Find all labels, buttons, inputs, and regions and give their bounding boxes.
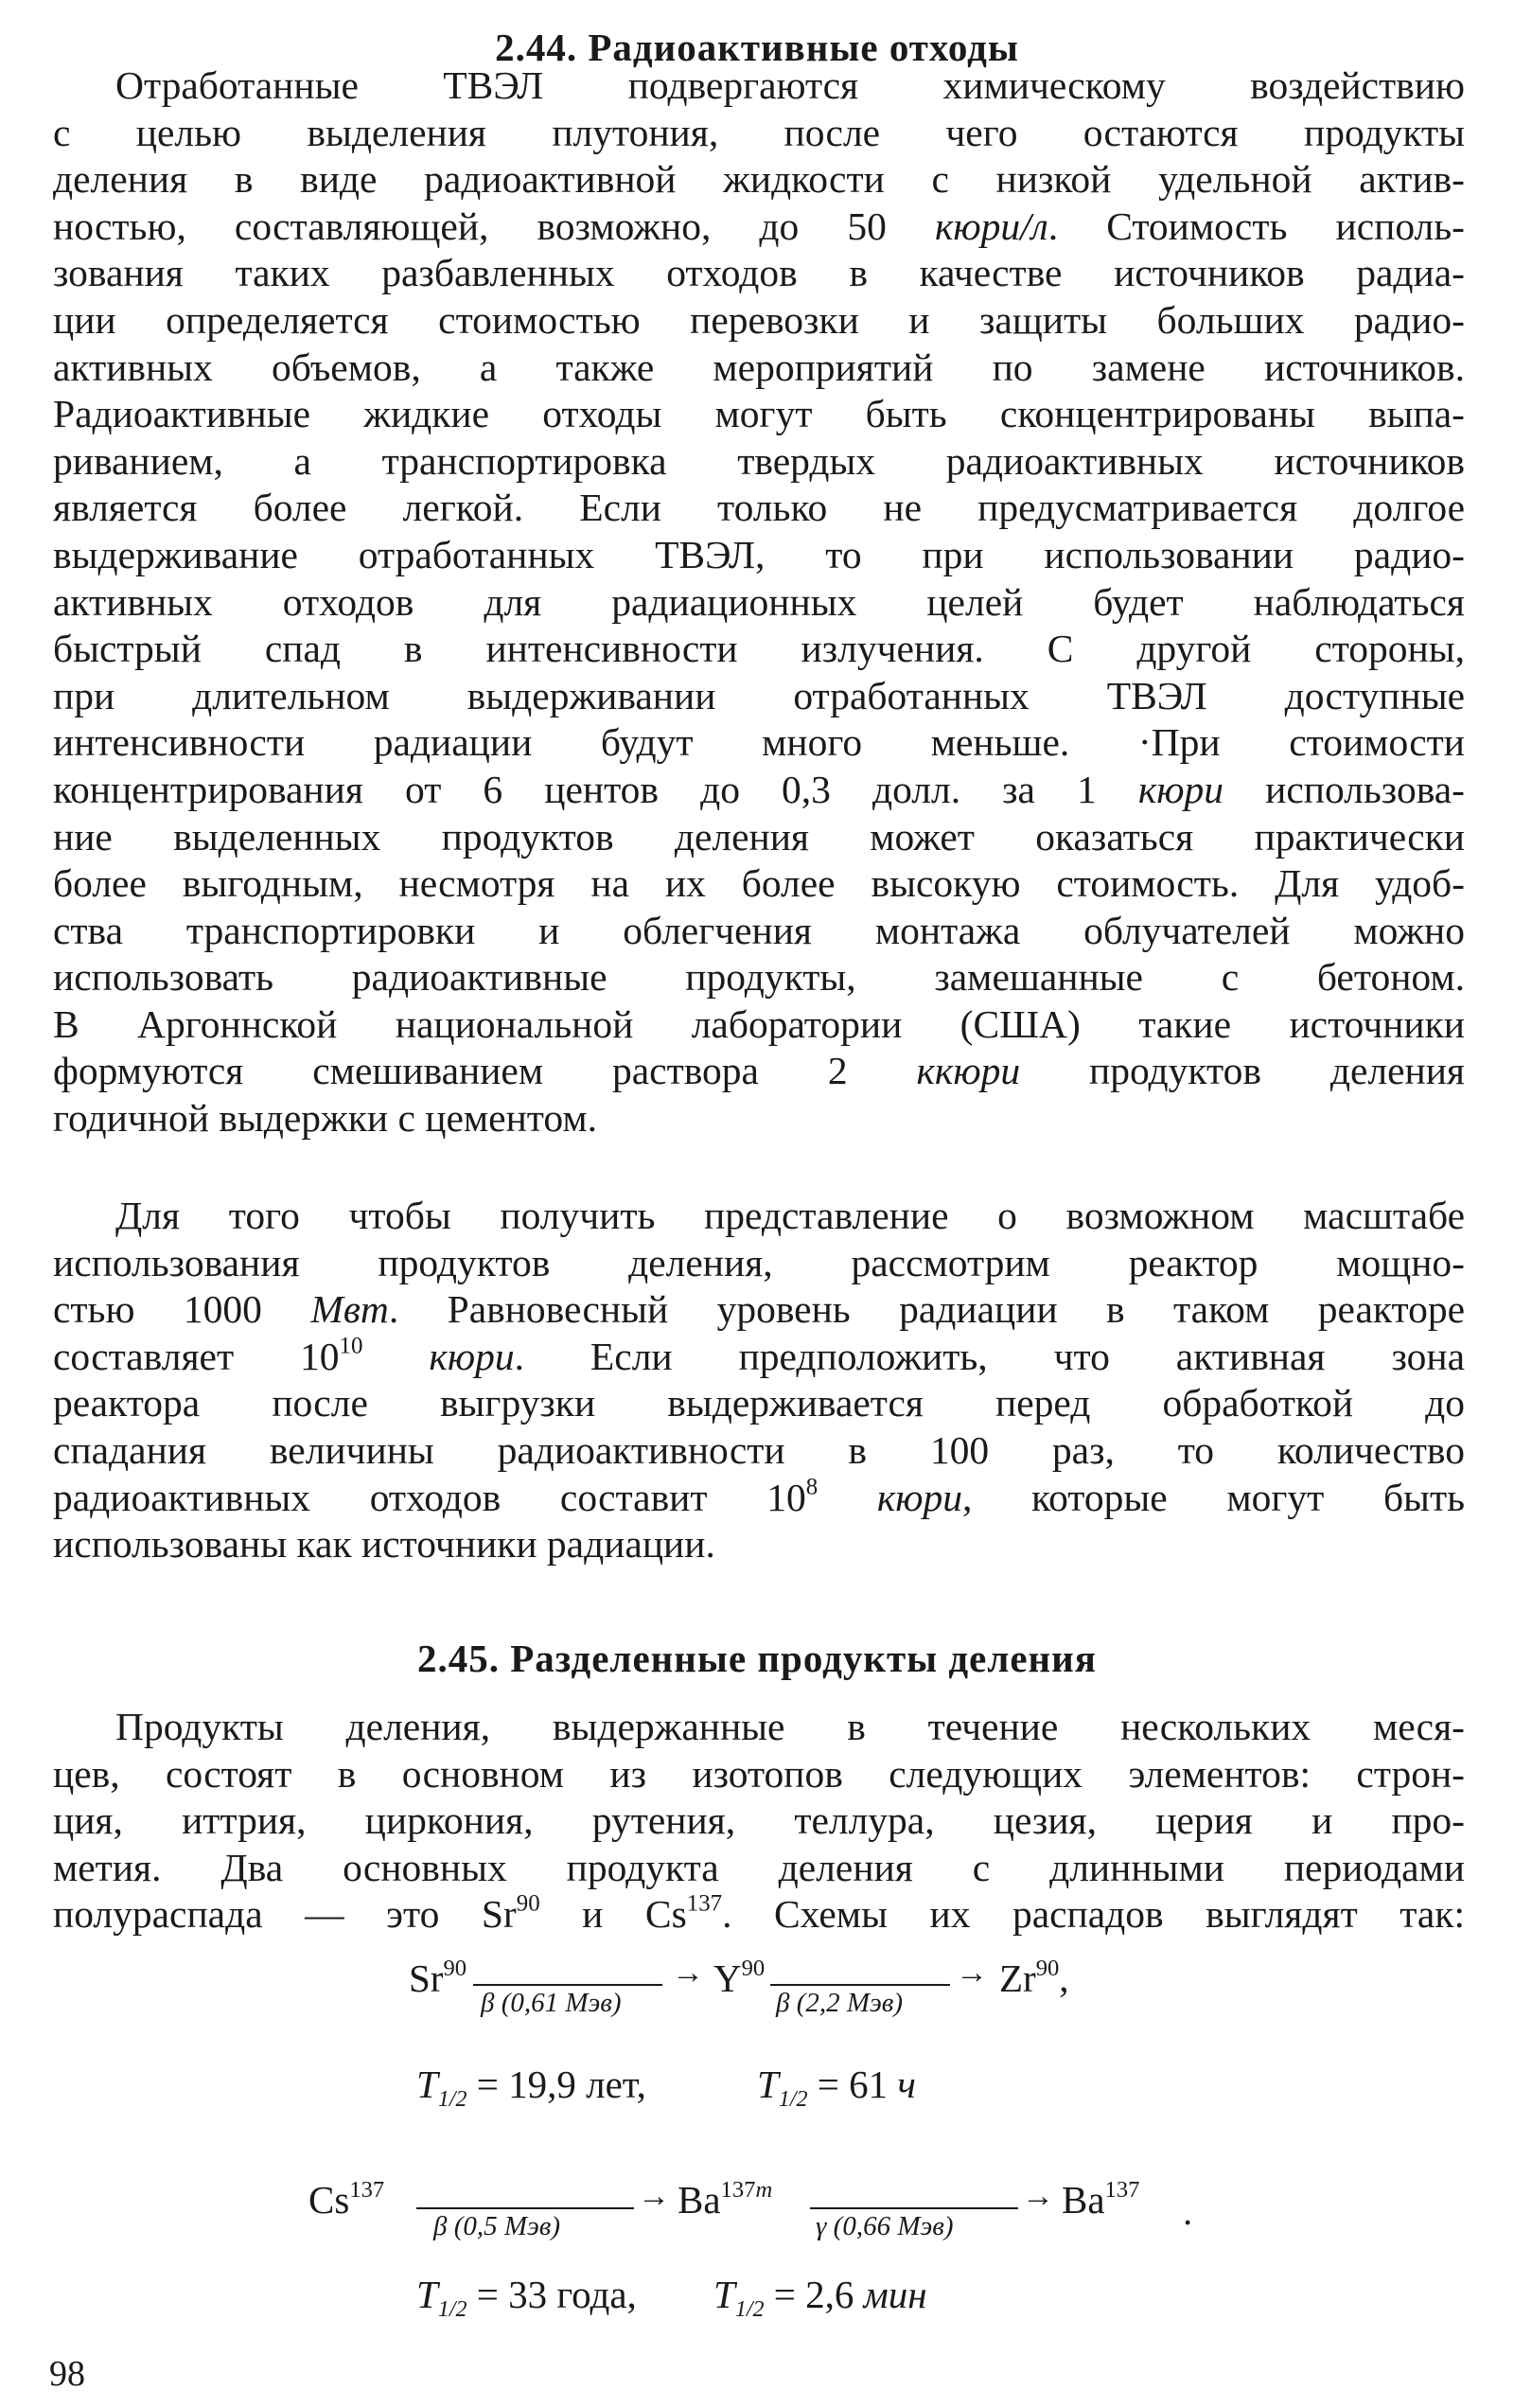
arrow-icon: → xyxy=(638,2179,670,2214)
text-line: использованы как источники радиации. xyxy=(53,1522,715,1567)
beta-energy-label: β (0,5 Мэв) xyxy=(433,2211,561,2241)
paragraph-fission-products xyxy=(53,1704,1465,1939)
beta-energy-label: β (2,2 Мэв) xyxy=(776,1988,904,2018)
text-line: ностью, составляющей, возможно, до 50 кюри/л. Стоимость исполь- xyxy=(53,204,1465,248)
text-line: Отработанные ТВЭЛ подвергаются химическому воздействию xyxy=(115,63,1465,107)
nuclide-ba137: Ba$^{137}$ xyxy=(1062,2176,1140,2222)
nuclide-sr90: Sr$^{90}$ xyxy=(409,1955,467,2000)
unit-curie: кюри xyxy=(1137,767,1224,811)
nuclide-zr90: Zr$^{90}$, xyxy=(999,1955,1069,2000)
text-line: концентрирования от 6 центов до 0,3 долл. за 1 кюри использова- xyxy=(53,767,1465,811)
text-line: Радиоактивные жидкие отходы могут быть сконцентрированы выпа- xyxy=(53,392,1465,436)
text-line: активных отходов для радиационных целей будет наблюдаться xyxy=(53,579,1465,624)
unit-curie-per-liter: кюри/л xyxy=(934,204,1048,248)
nuclide-y90: $Y^{90}$ xyxy=(713,1955,766,2000)
text-line: спадания величины радиоактивности в 100 раз, то количество xyxy=(53,1427,1465,1472)
text-line: является более легкой. Если только не предусматривается долгое xyxy=(53,486,1465,530)
formula-period: . xyxy=(1183,2189,1193,2233)
text-line: риванием, а транспортировка твердых радиоактивных источников xyxy=(53,438,1465,483)
beta-energy-label: β (0,61 Мэв) xyxy=(481,1988,622,2018)
text-line: годичной выдержки с цементом. xyxy=(53,1096,597,1141)
page-number: 98 xyxy=(49,2354,85,2394)
half-life-ba137m: $T_{1/2} = 2,6$ мин xyxy=(713,2273,927,2323)
text-line: стью 1000 Мвт. Равновесный уровень радиации в таком реакторе xyxy=(53,1287,1465,1332)
text-line: ние выделенных продуктов деления может оказаться практически xyxy=(53,814,1465,859)
half-life-cs137: $T_{1/2} = 33$ года, xyxy=(416,2273,637,2323)
decay-arrow-line xyxy=(473,1984,662,1986)
text-line: формуются смешиванием раствора 2 ккюри продуктов деления xyxy=(53,1049,1465,1093)
text-line: при длительном выдерживании отработанных ТВЭЛ доступные xyxy=(53,673,1465,717)
text-line: интенсивности радиации будут много меньше. ·При стоимости xyxy=(53,720,1465,765)
text-line: быстрый спад в интенсивности излучения. С другой стороны, xyxy=(53,627,1465,671)
half-life-y90: $T_{1/2} = 61$ ч xyxy=(757,2063,916,2113)
section-title-radioactive-waste: 2.44. Радиоактивные отходы xyxy=(495,26,1019,69)
paragraph-waste-1 xyxy=(53,62,1465,1142)
nuclide-cs137: Cs$^{137}$ xyxy=(308,2176,385,2222)
text-line: Для того чтобы получить представление о возможном масштабе xyxy=(115,1194,1465,1237)
text-line: реактора после выгрузки выдерживается перед обработкой до xyxy=(53,1381,1465,1425)
text-line: деления в виде радиоактивной жидкости с низкой удельной актив- xyxy=(53,157,1465,202)
half-life-sr90: $T_{1/2} = 19,9$ лет, xyxy=(416,2063,646,2113)
text-line: цев, состоят в основном из изотопов следующих элементов: строн- xyxy=(53,1751,1465,1796)
decay-arrow-line xyxy=(416,2207,634,2209)
section-title-separated-fission-products: 2.45. Разделенные продукты деления xyxy=(417,1637,1097,1680)
unit-curie: кюри xyxy=(429,1334,515,1378)
decay-arrow-line xyxy=(810,2207,1018,2209)
text-line: полураспада — это Sr$^{90}$ и Cs$^{137}$. Схемы их распадов выглядят так: xyxy=(53,1890,1465,1937)
text-line: активных объемов, а также мероприятий по замене источников. xyxy=(53,345,1465,389)
unit-megawatt: Мвт xyxy=(310,1287,389,1332)
gamma-energy-label: γ (0,66 Мэв) xyxy=(816,2211,954,2241)
text-line: Продукты деления, выдержанные в течение нескольких меся- xyxy=(115,1705,1465,1748)
paragraph-waste-2 xyxy=(53,1193,1465,1568)
text-line: ции определяется стоимостью перевозки и защиты больших радио- xyxy=(53,297,1465,342)
text-line: выдерживание отработанных ТВЭЛ, то при использовании радио- xyxy=(53,532,1465,576)
unit-curie: кюри xyxy=(876,1475,963,1519)
text-line: ства транспортировки и облегчения монтажа облучателей можно xyxy=(53,908,1465,952)
text-line: В Аргоннской национальной лаборатории (США) такие источники xyxy=(53,1001,1465,1046)
text-line: составляет $10^{10}$ кюри. Если предположить, что активная зона xyxy=(53,1333,1465,1378)
text-line: зования таких разбавленных отходов в качестве источников радиа- xyxy=(53,251,1465,295)
text-line: радиоактивных отходов составит $10^8$ кюри, которые могут быть xyxy=(53,1474,1466,1519)
text-line: метия. Два основных продукта деления с длинными периодами xyxy=(53,1845,1465,1889)
text-line: более выгодным, несмотря на их более высокую стоимость. Для удоб- xyxy=(53,861,1465,906)
decay-arrow-line xyxy=(770,1984,950,1986)
arrow-icon: → xyxy=(956,1956,988,1991)
text-line: использовать радиоактивные продукты, замешанные с бетоном. xyxy=(53,955,1465,1000)
arrow-icon: → xyxy=(672,1956,704,1991)
nuclide-ba137m: $Ba^{137m}$ xyxy=(678,2176,773,2222)
text-line: использования продуктов деления, рассмотрим реактор мощно- xyxy=(53,1240,1465,1284)
text-line: с целью выделения плутония, после чего остаются продукты xyxy=(53,110,1465,154)
text-line: ция, иттрия, циркония, рутения, теллура, цезия, церия и про- xyxy=(53,1798,1465,1843)
unit-kilocurie: ккюри xyxy=(916,1049,1021,1093)
arrow-icon: → xyxy=(1022,2179,1054,2214)
